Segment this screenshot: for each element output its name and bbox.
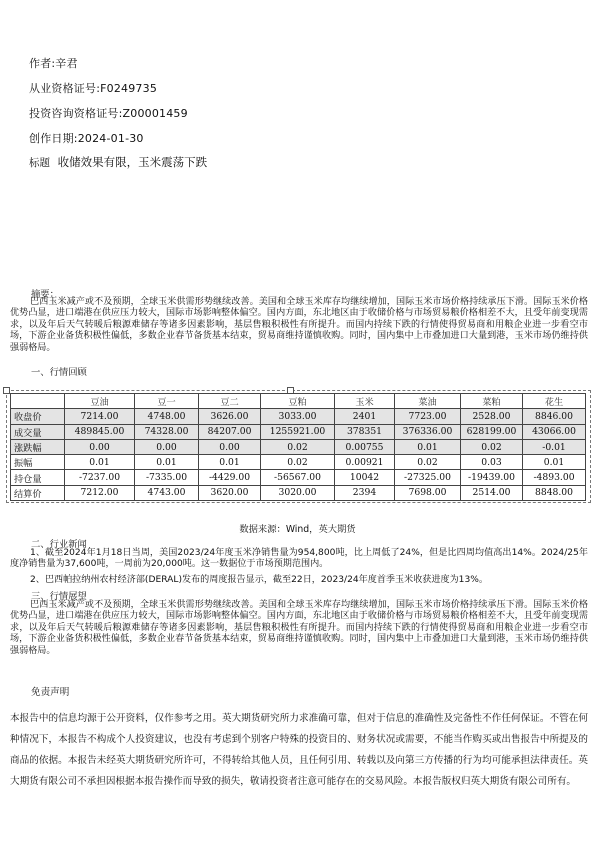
created-date-line: 创作日期:2024-01-30 bbox=[29, 132, 144, 145]
table-cell: 0.01 bbox=[395, 439, 461, 454]
table-cell: 489845.00 bbox=[65, 424, 135, 439]
table-cell: 7214.00 bbox=[65, 409, 135, 424]
table-row bbox=[11, 455, 586, 470]
header-cell: 菜油 bbox=[395, 394, 461, 409]
table-cell: 4743.00 bbox=[135, 485, 199, 500]
table-cell: 3020.00 bbox=[261, 485, 335, 500]
table-cell: -7237.00 bbox=[65, 470, 135, 485]
header-cell: 豆油 bbox=[65, 394, 135, 409]
row-label: 持仓量 bbox=[11, 470, 65, 485]
table-cell: 0.00755 bbox=[335, 439, 395, 454]
practice-cert-line: 从业资格证号:F0249735 bbox=[29, 82, 158, 95]
header-cell: 菜粕 bbox=[461, 394, 523, 409]
table-cell: 0.01 bbox=[65, 455, 135, 470]
table-cell: 376336.00 bbox=[395, 424, 461, 439]
table-cell: 0.01 bbox=[135, 455, 199, 470]
summary-paragraph bbox=[10, 297, 588, 354]
table-cell: 0.00 bbox=[199, 439, 261, 454]
section2-heading: 二、行业新闻 bbox=[31, 539, 87, 550]
section3-heading: 三、行情展望 bbox=[31, 591, 87, 602]
table-cell: 2401 bbox=[335, 409, 395, 424]
row-label: 收盘价 bbox=[11, 409, 65, 424]
table-cell: 0.00921 bbox=[335, 455, 395, 470]
table-row bbox=[11, 439, 586, 454]
table-cell: 2514.00 bbox=[461, 485, 523, 500]
table-cell: 8848.00 bbox=[523, 485, 586, 500]
table-row bbox=[11, 409, 586, 424]
table-cell: 74328.00 bbox=[135, 424, 199, 439]
row-label: 涨跌幅 bbox=[11, 439, 65, 454]
table-cell: 4748.00 bbox=[135, 409, 199, 424]
table-cell: -7335.00 bbox=[135, 470, 199, 485]
disclaimer-heading: 免责声明 bbox=[31, 687, 70, 698]
table-cell: -4429.00 bbox=[199, 470, 261, 485]
title-label: 标题 bbox=[29, 157, 50, 169]
author-line: 作者:辛君 bbox=[29, 57, 78, 70]
table-corner-handle[interactable] bbox=[3, 387, 10, 394]
table-cell: 7698.00 bbox=[395, 485, 461, 500]
market-quotes-table bbox=[10, 393, 586, 501]
section1-heading: 一、行情回顾 bbox=[31, 367, 87, 378]
news-item-1 bbox=[10, 548, 588, 571]
table-cell: 0.02 bbox=[461, 439, 523, 454]
row-label: 结算价 bbox=[11, 485, 65, 500]
title-text: 收储效果有限，玉米震荡下跌 bbox=[57, 155, 208, 169]
disclaimer-text: 本报告中的信息均源于公开资料，仅作参考之用。英大期货研究所力求准确可靠，但对于信息的准确性及完备性不作任何保证。不管在何种情况下，本报告不构成个人投资建议，也没有考虑到个别客户特殊的投资目的、财务状况或需要，不能当作购买或出售报告中所提及的商品的依据。本报告未经英大期货研究所许可，不得转给其他人员，且任何引用、转载以及向第三方传播的行为均可能承担法律责任。英大期货有限公司不承担因根据本报告操作而导致的损失，敬请投资者注意可能存在的交易风险。本报告版权归英大期货有限公司所有。 bbox=[10, 713, 588, 787]
table-cell: 1255921.00 bbox=[261, 424, 335, 439]
table-row bbox=[11, 470, 586, 485]
outlook-text: 巴西玉米减产或不及预期，全球玉米供需形势继续改善。美国和全球玉米库存均继续增加，国际玉米市场价格持续承压下滑。国际玉米价格优势凸显，进口端港在供应压力较大，国际市场影响整体偏空。国内方面，东北地区由于收储价格与市场贸易粮价格相差不大，且受年前变现需求，以及年后天气转暖后粮源难储存等诸多因素影响，基层售粮积极性有所提升。而国内持续下跌的行情使得贸易商和用粮企业进一步看空市场，下游企业备货积极性偏低，多数企业春节备货基本结束，贸易商维持谨慎收购。同时，国内集中上市叠加进口大量到港，玉米市场仍维持供强弱格局。 bbox=[10, 600, 588, 656]
table-cell: 3626.00 bbox=[199, 409, 261, 424]
table-cell: 0.01 bbox=[199, 455, 261, 470]
table-cell: -0.01 bbox=[523, 439, 586, 454]
data-source-caption: 数据来源：Wind，英大期货 bbox=[239, 524, 356, 535]
header-cell: 花生 bbox=[523, 394, 586, 409]
table-cell: 3033.00 bbox=[261, 409, 335, 424]
table-row bbox=[11, 424, 586, 439]
table-cell: -19439.00 bbox=[461, 470, 523, 485]
table-cell: 10042 bbox=[335, 470, 395, 485]
table-row bbox=[11, 485, 586, 500]
header-cell-corner bbox=[11, 394, 65, 409]
table-cell: 2528.00 bbox=[461, 409, 523, 424]
table-cell: 0.00 bbox=[65, 439, 135, 454]
table-cell: 0.02 bbox=[261, 455, 335, 470]
news-item-2 bbox=[10, 575, 588, 586]
table-cell: -4893.00 bbox=[523, 470, 586, 485]
table-cell: 8846.00 bbox=[523, 409, 586, 424]
header-cell: 豆一 bbox=[135, 394, 199, 409]
news-item-2-text: 2、巴西帕拉纳州农村经济部(DERAL)发布的周度报告显示，截至22日，2023/24年度首季玉米收获进度为13%。 bbox=[30, 575, 488, 585]
table-cell: 84207.00 bbox=[199, 424, 261, 439]
table-cell: 3620.00 bbox=[199, 485, 261, 500]
table-cell: 0.02 bbox=[261, 439, 335, 454]
table-cell: -56567.00 bbox=[261, 470, 335, 485]
table-cell: 43066.00 bbox=[523, 424, 586, 439]
table-cell: 0.03 bbox=[461, 455, 523, 470]
table-cell: 628199.00 bbox=[461, 424, 523, 439]
consult-cert-line: 投资咨询资格证号:Z00001459 bbox=[29, 107, 188, 120]
header-cell: 玉米 bbox=[335, 394, 395, 409]
outlook-paragraph bbox=[10, 600, 588, 657]
summary-text: 巴西玉米减产或不及预期，全球玉米供需形势继续改善。美国和全球玉米库存均继续增加，国际玉米市场价格持续承压下滑。国际玉米价格优势凸显，进口端港在供应压力较大，国际市场影响整体偏空。国内方面，东北地区由于收储价格与市场贸易粮价格相差不大，且受年前变现需求，以及年后天气转暖后粮源难储存等诸多因素影响，基层售粮积极性有所提升。而国内持续下跌的行情使得贸易商和用粮企业进一步看空市场，下游企业备货积极性偏低，多数企业春节备货基本结束，贸易商维持谨慎收购。同时，国内集中上市叠加进口大量到港，玉米市场仍维持供强弱格局。 bbox=[10, 297, 588, 353]
table-cell: 378351 bbox=[335, 424, 395, 439]
table-header-row bbox=[11, 394, 586, 409]
disclaimer-paragraph bbox=[10, 708, 588, 792]
row-label: 成交量 bbox=[11, 424, 65, 439]
news-item-1-text: 1、截至2024年1月18日当周，美国2023/24年度玉米净销售量为954,800吨，比上周低了24%，但是比四周均值高出14%。2024/25年度净销售量为37,600吨，一周前为20,000吨。这一数据位于市场预期范围内。 bbox=[10, 548, 588, 570]
summary-label: 摘要： bbox=[31, 289, 59, 300]
table-cell: 0.01 bbox=[523, 455, 586, 470]
report-title bbox=[29, 154, 207, 170]
table-cell: -27325.00 bbox=[395, 470, 461, 485]
table-cell: 7212.00 bbox=[65, 485, 135, 500]
row-label: 振幅 bbox=[11, 455, 65, 470]
header-cell: 豆二 bbox=[199, 394, 261, 409]
header-cell: 豆粕 bbox=[261, 394, 335, 409]
table-cell: 2394 bbox=[335, 485, 395, 500]
table-cell: 0.02 bbox=[395, 455, 461, 470]
table-cell: 0.00 bbox=[135, 439, 199, 454]
table-cell: 7723.00 bbox=[395, 409, 461, 424]
